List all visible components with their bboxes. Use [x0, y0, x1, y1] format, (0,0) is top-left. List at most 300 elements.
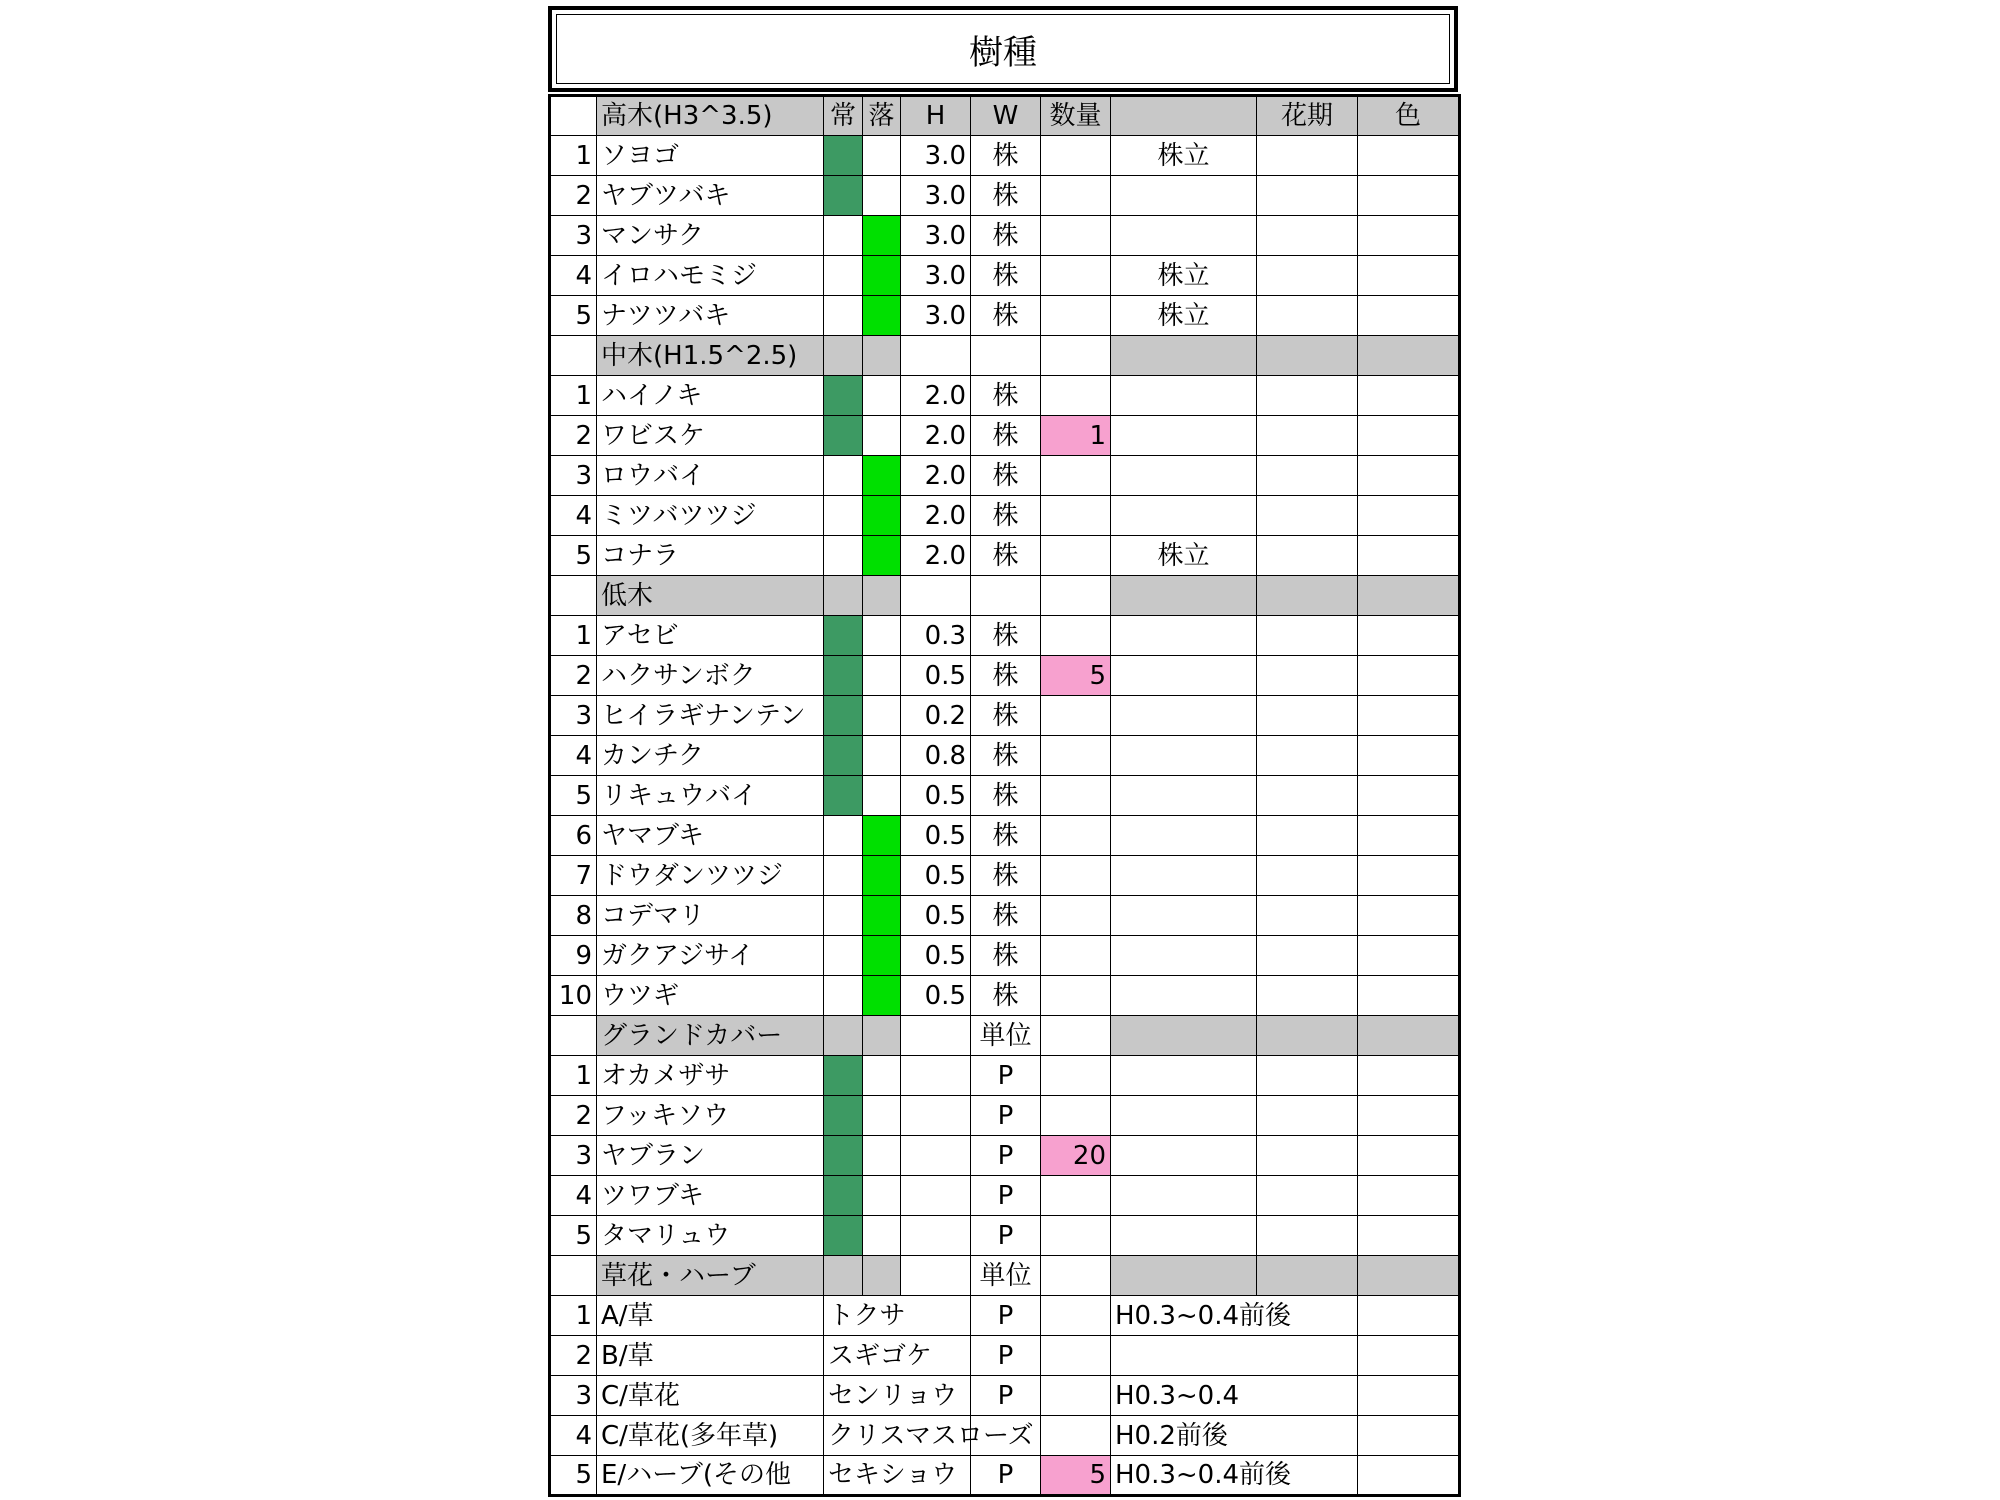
plant-flower-period — [1257, 656, 1358, 696]
plant-quantity — [1041, 616, 1111, 656]
plant-quantity — [1041, 136, 1111, 176]
plant-color — [1358, 376, 1460, 416]
plant-flower-period — [1257, 1056, 1358, 1096]
evergreen-marker — [824, 616, 863, 656]
row-number: 2 — [550, 176, 597, 216]
plant-height — [901, 1096, 971, 1136]
deciduous-marker — [863, 736, 901, 776]
evergreen-marker — [824, 816, 863, 856]
table-row — [550, 1296, 1460, 1336]
plant-unit: P — [971, 1136, 1041, 1176]
plant-unit: 株 — [971, 936, 1041, 976]
plant-name: リキュウバイ — [597, 776, 824, 816]
plant-schedule-sheet — [548, 6, 1458, 1494]
section-cell-flower — [1257, 576, 1358, 616]
plant-flower-period — [1257, 1096, 1358, 1136]
plant-note — [1111, 656, 1257, 696]
section-row — [550, 336, 1460, 376]
plant-height: 0.5 — [901, 976, 971, 1016]
plant-color — [1358, 976, 1460, 1016]
row-number: 8 — [550, 896, 597, 936]
deciduous-marker — [863, 1096, 901, 1136]
plant-flower-period — [1257, 856, 1358, 896]
plant-unit: 株 — [971, 376, 1041, 416]
section-unit: 単位 — [971, 1256, 1041, 1296]
plant-note — [1111, 1176, 1257, 1216]
table-row — [550, 376, 1460, 416]
plant-height: 2.0 — [901, 536, 971, 576]
herb-note: H0.3~0.4前後 — [1111, 1296, 1358, 1336]
plant-name: ミツバツツジ — [597, 496, 824, 536]
table-row — [550, 936, 1460, 976]
section-cell-no — [550, 1256, 597, 1296]
section-label: 中木(H1.5^2.5) — [597, 336, 824, 376]
row-number: 2 — [550, 656, 597, 696]
row-number: 4 — [550, 496, 597, 536]
plant-note — [1111, 696, 1257, 736]
plant-flower-period — [1257, 696, 1358, 736]
evergreen-marker — [824, 1056, 863, 1096]
plant-unit: 株 — [971, 976, 1041, 1016]
header-deciduous: 落 — [863, 96, 901, 136]
plant-height — [901, 1056, 971, 1096]
table-row — [550, 1416, 1460, 1456]
plant-color — [1358, 616, 1460, 656]
plant-unit: P — [971, 1176, 1041, 1216]
plant-height: 3.0 — [901, 136, 971, 176]
herb-category: C/草花(多年草) — [597, 1416, 824, 1456]
plant-height: 3.0 — [901, 256, 971, 296]
deciduous-marker — [863, 496, 901, 536]
plant-quantity — [1041, 816, 1111, 856]
section-cell-color — [1358, 1256, 1460, 1296]
herb-category: C/草花 — [597, 1376, 824, 1416]
herb-quantity — [1041, 1376, 1111, 1416]
evergreen-marker — [824, 416, 863, 456]
deciduous-marker — [863, 1136, 901, 1176]
header-note — [1111, 96, 1257, 136]
table-row — [550, 456, 1460, 496]
evergreen-marker — [824, 256, 863, 296]
plant-color — [1358, 416, 1460, 456]
evergreen-marker — [824, 1176, 863, 1216]
evergreen-marker — [824, 136, 863, 176]
plant-quantity — [1041, 1096, 1111, 1136]
plant-flower-period — [1257, 176, 1358, 216]
table-row — [550, 976, 1460, 1016]
plant-name: ガクアジサイ — [597, 936, 824, 976]
table-row — [550, 856, 1460, 896]
plant-unit: 株 — [971, 696, 1041, 736]
section-cell-flower — [1257, 336, 1358, 376]
plant-note — [1111, 1216, 1257, 1256]
plant-color — [1358, 496, 1460, 536]
row-number: 4 — [550, 256, 597, 296]
deciduous-marker — [863, 296, 901, 336]
evergreen-marker — [824, 976, 863, 1016]
table-row — [550, 496, 1460, 536]
plant-quantity — [1041, 496, 1111, 536]
evergreen-marker — [824, 896, 863, 936]
plant-name: ウツギ — [597, 976, 824, 1016]
deciduous-marker — [863, 456, 901, 496]
herb-note: H0.3~0.4 — [1111, 1376, 1358, 1416]
plant-unit: 株 — [971, 176, 1041, 216]
evergreen-marker — [824, 456, 863, 496]
title-box — [548, 6, 1458, 92]
plant-flower-period — [1257, 936, 1358, 976]
plant-quantity — [1041, 1176, 1111, 1216]
table-row — [550, 816, 1460, 856]
plant-name: ハクサンボク — [597, 656, 824, 696]
row-number: 5 — [550, 296, 597, 336]
herb-category: B/草 — [597, 1336, 824, 1376]
herb-note: H0.3~0.4前後 — [1111, 1456, 1358, 1496]
plant-name: ツワブキ — [597, 1176, 824, 1216]
section-cell-evergreen — [824, 336, 863, 376]
plant-name: イロハモミジ — [597, 256, 824, 296]
section-cell-height — [901, 336, 971, 376]
table-row — [550, 1456, 1460, 1496]
table-row — [550, 696, 1460, 736]
plant-flower-period — [1257, 1136, 1358, 1176]
plant-name: ヤブラン — [597, 1136, 824, 1176]
section-label: グランドカバー — [597, 1016, 824, 1056]
section-cell-evergreen — [824, 1016, 863, 1056]
plant-unit: 株 — [971, 456, 1041, 496]
plant-unit: 株 — [971, 536, 1041, 576]
plant-color — [1358, 936, 1460, 976]
section-cell-note — [1111, 1256, 1257, 1296]
section-cell-quantity — [1041, 576, 1111, 616]
table-row — [550, 216, 1460, 256]
deciduous-marker — [863, 216, 901, 256]
plant-name: コナラ — [597, 536, 824, 576]
plant-name: ドウダンツツジ — [597, 856, 824, 896]
plant-name: マンサク — [597, 216, 824, 256]
section-cell-evergreen — [824, 576, 863, 616]
row-number: 1 — [550, 616, 597, 656]
header-color: 色 — [1358, 96, 1460, 136]
row-number: 4 — [550, 1416, 597, 1456]
plant-color — [1358, 136, 1460, 176]
plant-height: 0.5 — [901, 776, 971, 816]
section-cell-no — [550, 576, 597, 616]
table-row — [550, 136, 1460, 176]
herb-name: スギゴケ — [824, 1336, 971, 1376]
plant-note — [1111, 616, 1257, 656]
herb-quantity: 5 — [1041, 1456, 1111, 1496]
plant-quantity — [1041, 216, 1111, 256]
plant-name: ヒイラギナンテン — [597, 696, 824, 736]
plant-flower-period — [1257, 416, 1358, 456]
plant-name: ヤマブキ — [597, 816, 824, 856]
plant-color — [1358, 656, 1460, 696]
table-row — [550, 656, 1460, 696]
row-number: 2 — [550, 1336, 597, 1376]
evergreen-marker — [824, 856, 863, 896]
evergreen-marker — [824, 696, 863, 736]
deciduous-marker — [863, 1176, 901, 1216]
deciduous-marker — [863, 856, 901, 896]
plant-unit: 株 — [971, 136, 1041, 176]
plant-quantity — [1041, 1056, 1111, 1096]
plant-quantity — [1041, 776, 1111, 816]
plant-flower-period — [1257, 256, 1358, 296]
plant-quantity — [1041, 736, 1111, 776]
plant-flower-period — [1257, 136, 1358, 176]
section-cell-width — [971, 576, 1041, 616]
herb-quantity — [1041, 1336, 1111, 1376]
plant-height: 2.0 — [901, 456, 971, 496]
evergreen-marker — [824, 736, 863, 776]
plant-table — [548, 94, 1461, 1497]
plant-note — [1111, 416, 1257, 456]
row-number: 10 — [550, 976, 597, 1016]
deciduous-marker — [863, 416, 901, 456]
plant-quantity — [1041, 176, 1111, 216]
evergreen-marker — [824, 496, 863, 536]
plant-unit: 株 — [971, 816, 1041, 856]
herb-color — [1358, 1456, 1460, 1496]
plant-name: フッキソウ — [597, 1096, 824, 1136]
table-row — [550, 1336, 1460, 1376]
deciduous-marker — [863, 696, 901, 736]
plant-note — [1111, 1056, 1257, 1096]
plant-note: 株立 — [1111, 136, 1257, 176]
plant-color — [1358, 736, 1460, 776]
header-quantity: 数量 — [1041, 96, 1111, 136]
plant-quantity — [1041, 976, 1111, 1016]
deciduous-marker — [863, 376, 901, 416]
plant-quantity — [1041, 256, 1111, 296]
plant-unit: 株 — [971, 256, 1041, 296]
evergreen-marker — [824, 376, 863, 416]
header-height: H — [901, 96, 971, 136]
plant-flower-period — [1257, 896, 1358, 936]
plant-unit: P — [971, 1096, 1041, 1136]
plant-flower-period — [1257, 496, 1358, 536]
header-evergreen: 常 — [824, 96, 863, 136]
plant-unit: 株 — [971, 736, 1041, 776]
plant-note: 株立 — [1111, 296, 1257, 336]
table-row — [550, 1096, 1460, 1136]
section-row — [550, 576, 1460, 616]
plant-unit: 株 — [971, 296, 1041, 336]
row-number: 4 — [550, 1176, 597, 1216]
plant-flower-period — [1257, 296, 1358, 336]
plant-flower-period — [1257, 1176, 1358, 1216]
plant-unit: P — [971, 1056, 1041, 1096]
table-row — [550, 416, 1460, 456]
plant-color — [1358, 896, 1460, 936]
plant-height: 2.0 — [901, 376, 971, 416]
herb-quantity — [1041, 1416, 1111, 1456]
header-flower-period: 花期 — [1257, 96, 1358, 136]
plant-color — [1358, 536, 1460, 576]
herb-category: E/ハーブ(その他 — [597, 1456, 824, 1496]
herb-unit: P — [971, 1376, 1041, 1416]
row-number: 1 — [550, 136, 597, 176]
plant-note — [1111, 456, 1257, 496]
plant-color — [1358, 456, 1460, 496]
plant-color — [1358, 696, 1460, 736]
section-label: 草花・ハーブ — [597, 1256, 824, 1296]
plant-table-body — [550, 96, 1460, 1496]
table-row — [550, 536, 1460, 576]
evergreen-marker — [824, 1216, 863, 1256]
row-number: 7 — [550, 856, 597, 896]
section-cell-flower — [1257, 1256, 1358, 1296]
plant-flower-period — [1257, 616, 1358, 656]
plant-color — [1358, 1056, 1460, 1096]
section-row — [550, 1256, 1460, 1296]
herb-unit: P — [971, 1296, 1041, 1336]
table-row — [550, 1376, 1460, 1416]
herb-note — [1111, 1336, 1358, 1376]
plant-quantity: 20 — [1041, 1136, 1111, 1176]
plant-note: 株立 — [1111, 536, 1257, 576]
section-cell-quantity — [1041, 1016, 1111, 1056]
plant-note — [1111, 736, 1257, 776]
plant-quantity — [1041, 896, 1111, 936]
row-number: 2 — [550, 1096, 597, 1136]
plant-note — [1111, 376, 1257, 416]
evergreen-marker — [824, 536, 863, 576]
plant-height: 2.0 — [901, 416, 971, 456]
table-row — [550, 1056, 1460, 1096]
section-label: 低木 — [597, 576, 824, 616]
page-title: 樹種 — [969, 32, 1037, 73]
plant-unit: 株 — [971, 656, 1041, 696]
plant-unit: P — [971, 1216, 1041, 1256]
header-category-tall: 高木(H3^3.5) — [597, 96, 824, 136]
herb-unit: P — [971, 1336, 1041, 1376]
plant-quantity: 5 — [1041, 656, 1111, 696]
plant-height: 0.3 — [901, 616, 971, 656]
section-cell-height — [901, 576, 971, 616]
table-row — [550, 896, 1460, 936]
herb-name: センリョウ — [824, 1376, 971, 1416]
row-number: 5 — [550, 536, 597, 576]
plant-quantity — [1041, 696, 1111, 736]
deciduous-marker — [863, 176, 901, 216]
plant-note — [1111, 776, 1257, 816]
plant-name: タマリュウ — [597, 1216, 824, 1256]
plant-quantity — [1041, 1216, 1111, 1256]
herb-color — [1358, 1376, 1460, 1416]
row-number: 3 — [550, 216, 597, 256]
plant-height — [901, 1176, 971, 1216]
plant-color — [1358, 1216, 1460, 1256]
row-number: 1 — [550, 376, 597, 416]
section-cell-evergreen — [824, 1256, 863, 1296]
table-row — [550, 1216, 1460, 1256]
plant-color — [1358, 216, 1460, 256]
row-number: 9 — [550, 936, 597, 976]
plant-height: 2.0 — [901, 496, 971, 536]
section-row — [550, 1016, 1460, 1056]
table-header-row — [550, 96, 1460, 136]
table-row — [550, 1136, 1460, 1176]
deciduous-marker — [863, 136, 901, 176]
plant-unit: 株 — [971, 216, 1041, 256]
section-cell-note — [1111, 576, 1257, 616]
row-number: 2 — [550, 416, 597, 456]
plant-height — [901, 1136, 971, 1176]
deciduous-marker — [863, 776, 901, 816]
plant-flower-period — [1257, 376, 1358, 416]
row-number: 1 — [550, 1056, 597, 1096]
plant-name: ハイノキ — [597, 376, 824, 416]
plant-flower-period — [1257, 816, 1358, 856]
plant-flower-period — [1257, 456, 1358, 496]
plant-note: 株立 — [1111, 256, 1257, 296]
plant-unit: 株 — [971, 416, 1041, 456]
row-number: 3 — [550, 456, 597, 496]
plant-color — [1358, 856, 1460, 896]
plant-flower-period — [1257, 1216, 1358, 1256]
plant-unit: 株 — [971, 856, 1041, 896]
plant-name: アセビ — [597, 616, 824, 656]
herb-quantity — [1041, 1296, 1111, 1336]
plant-color — [1358, 1096, 1460, 1136]
herb-name: トクサ — [824, 1296, 971, 1336]
evergreen-marker — [824, 176, 863, 216]
section-cell-deciduous — [863, 1016, 901, 1056]
plant-height: 3.0 — [901, 296, 971, 336]
plant-note — [1111, 896, 1257, 936]
plant-quantity — [1041, 936, 1111, 976]
plant-height: 0.8 — [901, 736, 971, 776]
plant-name: ワビスケ — [597, 416, 824, 456]
plant-note — [1111, 176, 1257, 216]
section-cell-note — [1111, 1016, 1257, 1056]
herb-color — [1358, 1416, 1460, 1456]
evergreen-marker — [824, 1136, 863, 1176]
herb-note: H0.2前後 — [1111, 1416, 1358, 1456]
section-cell-color — [1358, 576, 1460, 616]
header-width: W — [971, 96, 1041, 136]
section-cell-quantity — [1041, 336, 1111, 376]
header-cell-no — [550, 96, 597, 136]
plant-name: ナツツバキ — [597, 296, 824, 336]
section-cell-height — [901, 1016, 971, 1056]
plant-note — [1111, 936, 1257, 976]
table-row — [550, 1176, 1460, 1216]
evergreen-marker — [824, 296, 863, 336]
row-number: 5 — [550, 1216, 597, 1256]
deciduous-marker — [863, 536, 901, 576]
section-cell-flower — [1257, 1016, 1358, 1056]
plant-height: 0.2 — [901, 696, 971, 736]
evergreen-marker — [824, 656, 863, 696]
herb-category: A/草 — [597, 1296, 824, 1336]
section-cell-height — [901, 1256, 971, 1296]
table-row — [550, 176, 1460, 216]
row-number: 5 — [550, 776, 597, 816]
section-cell-width — [971, 336, 1041, 376]
plant-height: 0.5 — [901, 856, 971, 896]
herb-unit: P — [971, 1456, 1041, 1496]
plant-height: 0.5 — [901, 816, 971, 856]
section-cell-deciduous — [863, 576, 901, 616]
herb-color — [1358, 1296, 1460, 1336]
plant-note — [1111, 816, 1257, 856]
plant-flower-period — [1257, 536, 1358, 576]
table-row — [550, 736, 1460, 776]
plant-flower-period — [1257, 976, 1358, 1016]
